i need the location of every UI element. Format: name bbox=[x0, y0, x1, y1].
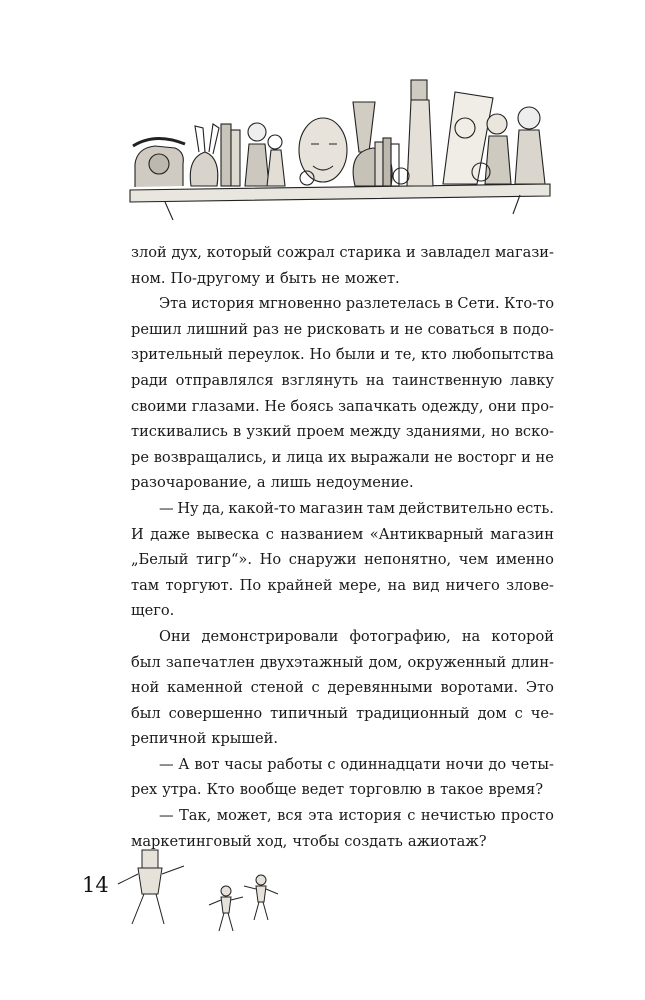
word: есть. bbox=[516, 499, 554, 517]
word: вид bbox=[412, 576, 440, 594]
word: Но bbox=[309, 346, 332, 364]
word: да, bbox=[202, 499, 225, 517]
word: любопытства bbox=[451, 346, 554, 364]
word: дом, bbox=[368, 653, 403, 671]
word: время? bbox=[488, 781, 544, 799]
text-line bbox=[131, 803, 554, 829]
word: сожрал bbox=[276, 244, 335, 261]
word: — bbox=[159, 755, 174, 773]
word: мере, bbox=[338, 576, 382, 594]
word: решил bbox=[131, 320, 182, 338]
word: утра. bbox=[162, 781, 202, 799]
text-line bbox=[131, 240, 554, 266]
word: разлетелась bbox=[345, 295, 441, 313]
word: именно bbox=[496, 551, 554, 569]
word: ной bbox=[131, 679, 160, 697]
word: непонятно, bbox=[364, 551, 452, 569]
text-line bbox=[131, 726, 554, 752]
word: часы bbox=[224, 755, 263, 773]
word: По-другому bbox=[170, 269, 261, 287]
word: каменной bbox=[167, 679, 243, 697]
word: магазин bbox=[299, 499, 364, 517]
word: и bbox=[521, 448, 531, 466]
word: дух, bbox=[171, 244, 202, 261]
text-line bbox=[131, 777, 554, 803]
word: А bbox=[178, 755, 190, 773]
word: совершенно bbox=[168, 704, 263, 722]
word: выражали bbox=[350, 448, 430, 466]
small-straw-doll-illustration bbox=[240, 874, 282, 922]
word: ре bbox=[131, 448, 149, 466]
word: щего. bbox=[131, 602, 175, 620]
word: в bbox=[499, 320, 508, 338]
word: четы- bbox=[511, 755, 554, 773]
word: не bbox=[321, 269, 340, 287]
word: лишь bbox=[270, 474, 312, 492]
word: Это bbox=[525, 679, 554, 697]
word: недоумение. bbox=[316, 474, 414, 492]
word: может, bbox=[216, 807, 272, 825]
word: ном. bbox=[131, 269, 166, 287]
word: с bbox=[327, 755, 336, 773]
word: на bbox=[387, 576, 407, 594]
word: нечистью bbox=[420, 807, 496, 825]
word: в bbox=[233, 423, 242, 441]
word: мгновенно bbox=[258, 295, 342, 313]
word: и bbox=[389, 320, 400, 338]
word: глазами. bbox=[191, 397, 260, 415]
word: — bbox=[159, 499, 174, 517]
word: «Антикварный bbox=[369, 525, 484, 543]
text-line bbox=[131, 829, 554, 855]
word: торговлю bbox=[349, 781, 422, 799]
word: отправлялся bbox=[175, 371, 274, 389]
word: вообще bbox=[239, 781, 297, 799]
word: Так, bbox=[179, 807, 212, 825]
word: маркетинговый bbox=[131, 832, 252, 850]
word: кто bbox=[420, 346, 447, 364]
word: Сети. bbox=[457, 295, 500, 313]
word: вско- bbox=[514, 423, 554, 441]
word: Не bbox=[264, 397, 286, 415]
text-line bbox=[131, 752, 554, 778]
word: Они bbox=[159, 627, 191, 645]
word: торгуют. bbox=[165, 576, 234, 594]
word: рех bbox=[131, 781, 158, 799]
word: злове- bbox=[506, 576, 554, 594]
word: чем bbox=[458, 551, 489, 569]
word: там bbox=[366, 499, 396, 517]
text-line bbox=[131, 522, 554, 548]
word: репичной bbox=[131, 730, 207, 748]
word: одиннадцати bbox=[340, 755, 441, 773]
text-line bbox=[131, 368, 554, 394]
text-line bbox=[131, 266, 554, 292]
body-text bbox=[131, 240, 554, 854]
word: боясь bbox=[290, 397, 334, 415]
word: запачкать bbox=[338, 397, 417, 415]
word: вся bbox=[277, 807, 303, 825]
word: Эта bbox=[159, 295, 187, 313]
word: может. bbox=[344, 269, 400, 287]
word: история bbox=[191, 295, 255, 313]
word: крайней bbox=[267, 576, 333, 594]
word: просто bbox=[501, 807, 554, 825]
word: вот bbox=[194, 755, 220, 773]
word: был bbox=[131, 653, 161, 671]
word: ажиотаж? bbox=[407, 832, 487, 850]
text-line bbox=[131, 624, 554, 650]
word: не bbox=[283, 320, 303, 338]
text-line bbox=[131, 650, 554, 676]
word: одежду, bbox=[421, 397, 484, 415]
word: эта bbox=[308, 807, 334, 825]
word: вывеска bbox=[196, 525, 260, 543]
word: фотографию, bbox=[349, 627, 451, 645]
word: соваться bbox=[427, 320, 495, 338]
word: ничего bbox=[445, 576, 500, 594]
word: до bbox=[488, 755, 507, 773]
text-line bbox=[131, 573, 554, 599]
word: был bbox=[131, 704, 161, 722]
word: были bbox=[335, 346, 376, 364]
word: и bbox=[265, 269, 275, 287]
word: Ну bbox=[177, 499, 199, 517]
word: снаружи bbox=[288, 551, 357, 569]
word: воротами. bbox=[440, 679, 519, 697]
word: работы bbox=[267, 755, 323, 773]
word: рисковать bbox=[306, 320, 386, 338]
word: чтобы bbox=[292, 832, 340, 850]
word: проем bbox=[296, 423, 345, 441]
word: своими bbox=[131, 397, 187, 415]
word: восторг bbox=[457, 448, 517, 466]
word: действительно bbox=[398, 499, 513, 517]
word: взглянуть bbox=[281, 371, 359, 389]
word: возвращались, bbox=[153, 448, 267, 466]
word: По bbox=[239, 576, 262, 594]
word: с bbox=[311, 679, 320, 697]
word: лавку bbox=[510, 371, 554, 389]
word: в bbox=[444, 295, 454, 313]
word: такое bbox=[440, 781, 484, 799]
text-line bbox=[131, 598, 554, 624]
word: лица bbox=[286, 448, 324, 466]
word: с bbox=[514, 704, 523, 722]
text-line bbox=[131, 470, 554, 496]
word: дом bbox=[477, 704, 507, 722]
word: „Белый bbox=[131, 551, 189, 569]
word: с bbox=[407, 807, 416, 825]
text-line bbox=[131, 496, 554, 522]
word: старика bbox=[339, 244, 402, 261]
word: они bbox=[488, 397, 517, 415]
word: разочарование, bbox=[131, 474, 252, 492]
word: тискивались bbox=[131, 423, 228, 441]
text-line bbox=[131, 342, 554, 368]
word: переулок. bbox=[227, 346, 305, 364]
word: И bbox=[131, 525, 144, 543]
word: там bbox=[131, 576, 160, 594]
word: традиционный bbox=[356, 704, 470, 722]
word: в bbox=[426, 781, 436, 799]
word: не bbox=[404, 320, 423, 338]
word: Кто bbox=[206, 781, 235, 799]
text-line bbox=[131, 547, 554, 573]
word: зрительный bbox=[131, 346, 224, 364]
text-line bbox=[131, 419, 554, 445]
word: тигр“». bbox=[196, 551, 252, 569]
word: те, bbox=[394, 346, 417, 364]
word: — bbox=[159, 807, 174, 825]
straw-doll-illustration bbox=[110, 848, 190, 928]
word: демонстрировали bbox=[201, 627, 339, 645]
word: не bbox=[535, 448, 554, 466]
word: ход, bbox=[256, 832, 288, 850]
word: зданиями, bbox=[405, 423, 486, 441]
word: двухэтажный bbox=[260, 653, 364, 671]
word: магазин bbox=[490, 525, 554, 543]
word: че- bbox=[530, 704, 554, 722]
word: раз bbox=[252, 320, 279, 338]
word: даже bbox=[150, 525, 190, 543]
word: не bbox=[434, 448, 453, 466]
shelf-with-antiques-illustration bbox=[125, 72, 555, 232]
word: ради bbox=[131, 371, 168, 389]
word: окруженный bbox=[407, 653, 507, 671]
word: история bbox=[338, 807, 402, 825]
word: таинственную bbox=[392, 371, 503, 389]
word: создать bbox=[344, 832, 403, 850]
word: стеной bbox=[250, 679, 304, 697]
text-line bbox=[131, 394, 554, 420]
text-line bbox=[131, 291, 554, 317]
text-line bbox=[131, 445, 554, 471]
word: их bbox=[327, 448, 346, 466]
word: подо- bbox=[512, 320, 554, 338]
word: а bbox=[256, 474, 266, 492]
word: между bbox=[349, 423, 401, 441]
word: лишний bbox=[186, 320, 249, 338]
word: на bbox=[365, 371, 385, 389]
word: Кто-то bbox=[504, 295, 554, 313]
word: деревянными bbox=[327, 679, 433, 697]
word: который bbox=[206, 244, 273, 261]
word: которой bbox=[491, 627, 554, 645]
text-line bbox=[131, 317, 554, 343]
word: ночи bbox=[445, 755, 484, 773]
word: какой-то bbox=[228, 499, 296, 517]
word: типичный bbox=[270, 704, 349, 722]
word: про- bbox=[521, 397, 554, 415]
word: узкий bbox=[246, 423, 292, 441]
word: но bbox=[491, 423, 510, 441]
word: запечатлен bbox=[165, 653, 255, 671]
word: названием bbox=[280, 525, 364, 543]
word: на bbox=[461, 627, 481, 645]
word: и bbox=[271, 448, 282, 466]
word: магази- bbox=[494, 244, 554, 261]
text-line bbox=[131, 701, 554, 727]
word: быть bbox=[279, 269, 317, 287]
word: с bbox=[265, 525, 274, 543]
word: ведет bbox=[301, 781, 345, 799]
text-line bbox=[131, 675, 554, 701]
word: и bbox=[380, 346, 390, 364]
word: крышей. bbox=[211, 730, 278, 748]
page-number: 14 bbox=[82, 873, 109, 897]
word: злой bbox=[131, 244, 167, 261]
word: Но bbox=[259, 551, 282, 569]
word: и bbox=[405, 244, 416, 261]
word: завладел bbox=[420, 244, 491, 261]
word: длин- bbox=[511, 653, 554, 671]
